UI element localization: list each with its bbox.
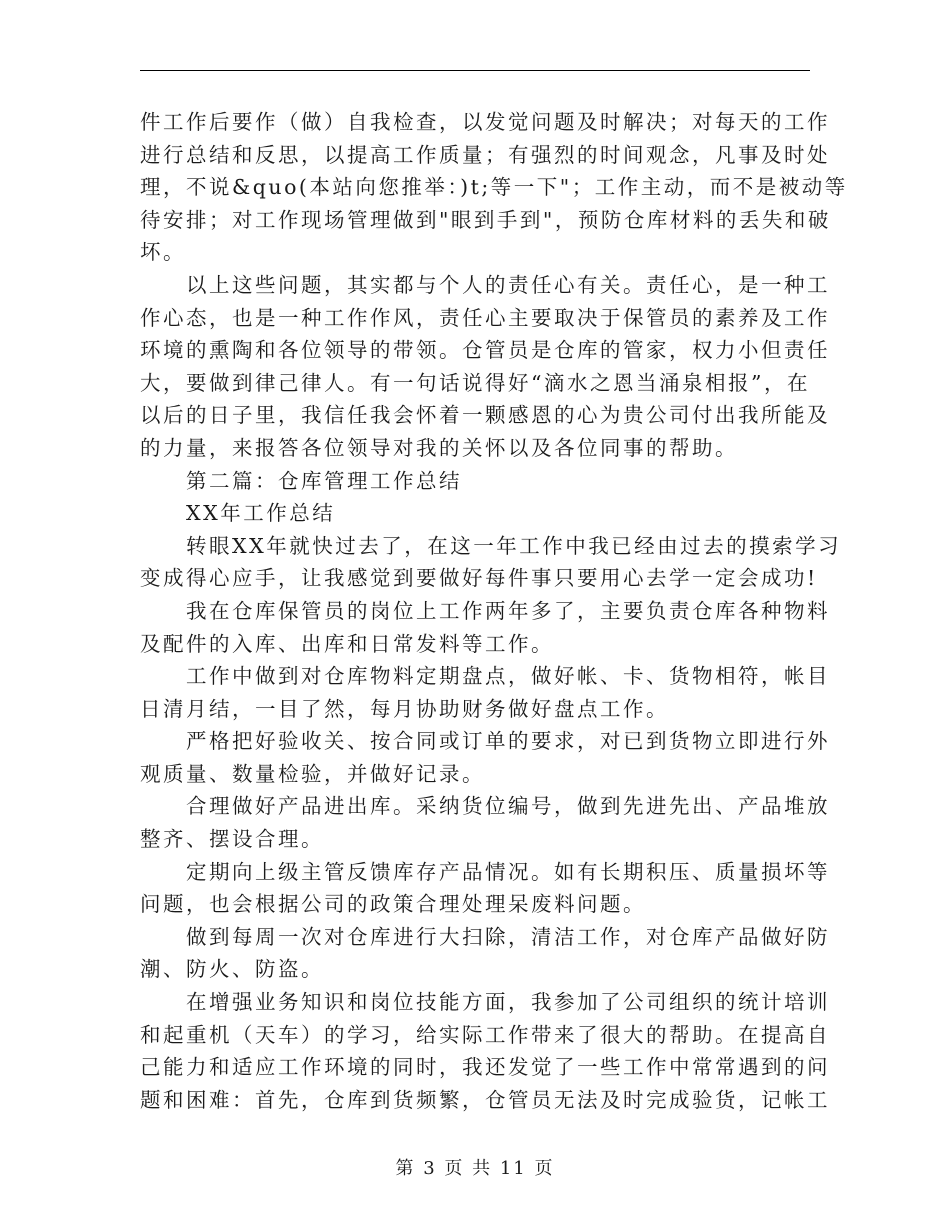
section-heading: 第二篇：仓库管理工作总结 [186,468,462,493]
subheading: XX年工作总结 [186,501,336,526]
text-line: 大，要做到律己律人。有一句话说得好“滴水之恩当涌泉相报”，在 [140,370,810,395]
text-line: 观质量、数量检验，并做好记录。 [140,761,485,786]
document-body [140,106,848,1116]
text-line: 合理做好产品进出库。采纳货位编号，做到先进先出、产品堆放 [186,794,830,819]
text-line: 环境的熏陶和各位领导的带领。仓管员是仓库的管家，权力小但责任 [140,338,830,363]
text-line: 的力量，来报答各位领导对我的关怀以及各位同事的帮助。 [140,435,738,460]
text-line: 严格把好验收关、按合同或订单的要求，对已到货物立即进行外 [186,729,830,754]
text-line: 做到每周一次对仓库进行大扫除，清洁工作，对仓库产品做好防 [186,924,830,949]
text-line: 工作中做到对仓库物料定期盘点，做好帐、卡、货物相符，帐目 [186,664,830,689]
text-line: 坏。 [140,240,186,265]
text-line: 待安排；对工作现场管理做到"眼到手到"，预防仓库材料的丢失和破 [140,207,831,232]
text-line: 作心态，也是一种工作作风，责任心主要取决于保管员的素养及工作 [140,305,830,330]
text-line: 潮、防火、防盗。 [140,957,324,982]
text-line: 定期向上级主管反馈库存产品情况。如有长期积压、质量损坏等 [186,859,830,884]
text-line: 理，不说&quo(本站向您推举：)t;等一下"；工作主动，而不是被动等 [140,175,848,200]
text-line: 整齐、摆设合理。 [140,827,324,852]
text-line: 在增强业务知识和岗位技能方面，我参加了公司组织的统计培训 [186,990,830,1015]
text-line: 及配件的入库、出库和日常发料等工作。 [140,631,554,656]
page-number-footer: 第 3 页 共 11 页 [395,1158,555,1179]
text-line: 变成得心应手，让我感觉到要做好每件事只要用心去学一定会成功! [140,566,818,591]
text-line: 以上这些问题，其实都与个人的责任心有关。责任心，是一种工 [186,272,830,297]
text-line: 题和困难：首先，仓库到货频繁，仓管员无法及时完成验货，记帐工 [140,1087,830,1112]
text-line: 件工作后要作（做）自我检查，以发觉问题及时解决；对每天的工作 [140,110,830,134]
header-rule [140,70,810,71]
text-line: 日清月结，一目了然，每月协助财务做好盘点工作。 [140,696,669,721]
text-line: 进行总结和反思，以提高工作质量；有强烈的时间观念，凡事及时处 [140,142,830,167]
text-line: 以后的日子里，我信任我会怀着一颗感恩的心为贵公司付出我所能及 [140,403,830,428]
text-line: 己能力和适应工作环境的同时，我还发觉了一些工作中常常遇到的问 [140,1055,830,1080]
text-line: 转眼XX年就快过去了，在这一年工作中我已经由过去的摸索学习 [186,533,842,558]
text-line: 和起重机（天车）的学习，给实际工作带来了很大的帮助。在提高自 [140,1022,830,1047]
text-line: 我在仓库保管员的岗位上工作两年多了，主要负责仓库各种物料 [186,598,830,623]
text-line: 问题，也会根据公司的政策合理处理呆废料问题。 [140,892,646,917]
